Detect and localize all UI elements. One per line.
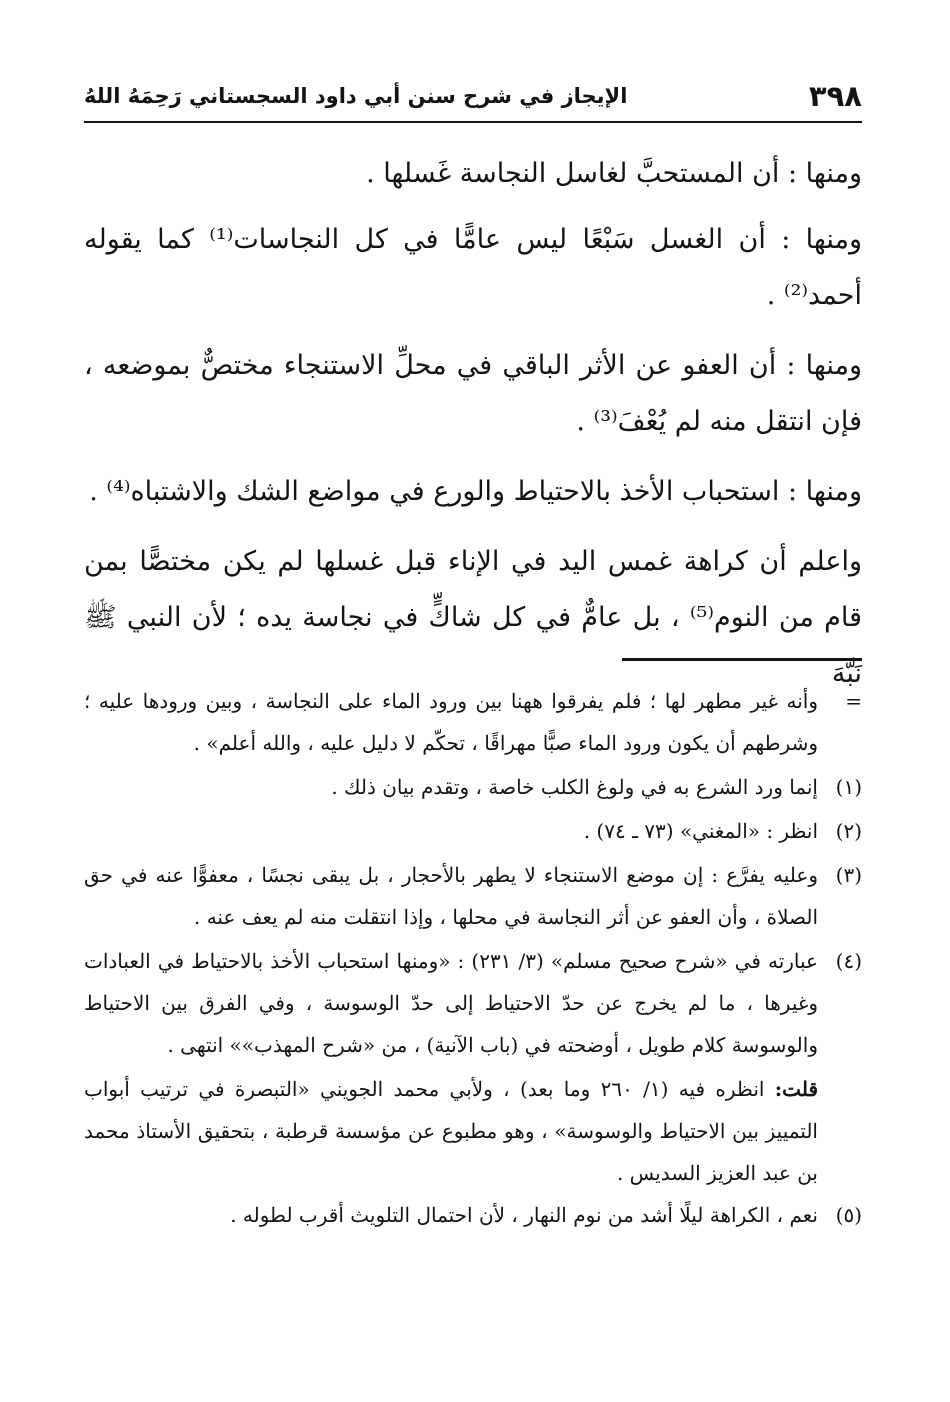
header-rule	[84, 121, 862, 123]
footnote-1-text: إنما ورد الشرع به في ولوغ الكلب خاصة ، وتقدم بيان ذلك .	[331, 775, 818, 799]
continuation-mark: =	[845, 689, 862, 713]
footnote-4-comment-label: قلت:	[774, 1077, 818, 1101]
footnote-continuation	[84, 680, 862, 764]
footnote-2	[84, 810, 862, 852]
footnote-continuation-text: وأنه غير مطهر لها ؛ فلم يفرقوا ههنا بين ورود الماء على النجاسة ، وبين ورودها عليه ؛ وشرطهم أن يكون ورود الماء صبًّا مهراقًا ، تحكّم لا دليل عليه ، والله أعلم» .	[84, 689, 818, 755]
paragraph-2: ومنها : أن الغسل سَبْعًا ليس عامًّا في كل النجاسات⁽¹⁾ كما يقوله أحمد⁽²⁾ .	[84, 224, 862, 311]
footnote-4	[84, 940, 862, 1066]
page-number: ٣٩٨	[808, 79, 862, 113]
paragraph-3: ومنها : أن العفو عن الأثر الباقي في محلِّ الاستنجاء مختصٌّ بموضعه ، فإن انتقل منه لم يُعْفَ⁽³⁾ .	[84, 350, 862, 437]
footnote-5	[84, 1194, 862, 1236]
book-title: الإيجاز في شرح سنن أبي داود السجستاني رَحِمَهُ اللهُ	[84, 84, 628, 108]
footnote-3-number: (٣)	[835, 863, 862, 887]
page-header	[84, 78, 862, 114]
footnote-4-comment	[84, 1068, 862, 1194]
footnote-separator	[622, 658, 862, 661]
paragraph-5: واعلم أن كراهة غمس اليد في الإناء قبل غسلها لم يكن مختصًّا بمن قام من النوم⁽⁵⁾ ، بل عامٌّ في كل شاكٍّ في نجاسة يده ؛ لأن النبي ﷺ نَبَّهَ	[84, 546, 863, 689]
main-text	[84, 146, 862, 712]
footnotes	[84, 680, 862, 1238]
footnote-2-text: انظر : «المغني» (٧٣ ـ ٧٤) .	[583, 819, 818, 843]
footnote-4-number: (٤)	[835, 949, 862, 973]
paragraph-4: ومنها : استحباب الأخذ بالاحتياط والورع في مواضع الشك والاشتباه⁽⁴⁾ .	[89, 476, 862, 507]
footnote-3	[84, 854, 862, 938]
footnote-5-text: نعم ، الكراهة ليلًا أشد من نوم النهار ، لأن احتمال التلويث أقرب لطوله .	[230, 1203, 818, 1227]
footnote-1	[84, 766, 862, 808]
footnote-4-comment-text: انظره فيه (١/ ٢٦٠ وما بعد) ، ولأبي محمد الجويني «التبصرة في ترتيب أبواب التمييز بين الاحتياط والوسوسة» ، وهو مطبوع عن مؤسسة قرطبة ، بتحقيق الأستاذ محمد بن عبد العزيز السديس .	[84, 1077, 818, 1185]
footnote-2-number: (٢)	[835, 819, 862, 843]
footnote-5-number: (٥)	[835, 1203, 862, 1227]
footnote-1-number: (١)	[835, 775, 862, 799]
paragraph-1: ومنها : أن المستحبَّ لغاسل النجاسة غَسلها .	[366, 158, 862, 189]
footnote-4-text: عبارته في «شرح صحيح مسلم» (٣/ ٢٣١) : «ومنها استحباب الأخذ بالاحتياط في العبادات وغيرها ، ما لم يخرج عن حدّ الاحتياط إلى حدّ الوسوسة ، وفي الفرق بين الاحتياط والوسوسة كلام طويل ، أوضحته في (باب الآنية) ، من «شرح المهذب»» انتهى .	[84, 949, 818, 1057]
footnote-3-text: وعليه يفرَّع : إن موضع الاستنجاء لا يطهر بالأحجار ، بل يبقى نجسًا ، معفوًّا عنه في حق الصلاة ، وأن العفو عن أثر النجاسة في محلها ، وإذا انتقلت منه لم يعف عنه .	[84, 863, 818, 929]
